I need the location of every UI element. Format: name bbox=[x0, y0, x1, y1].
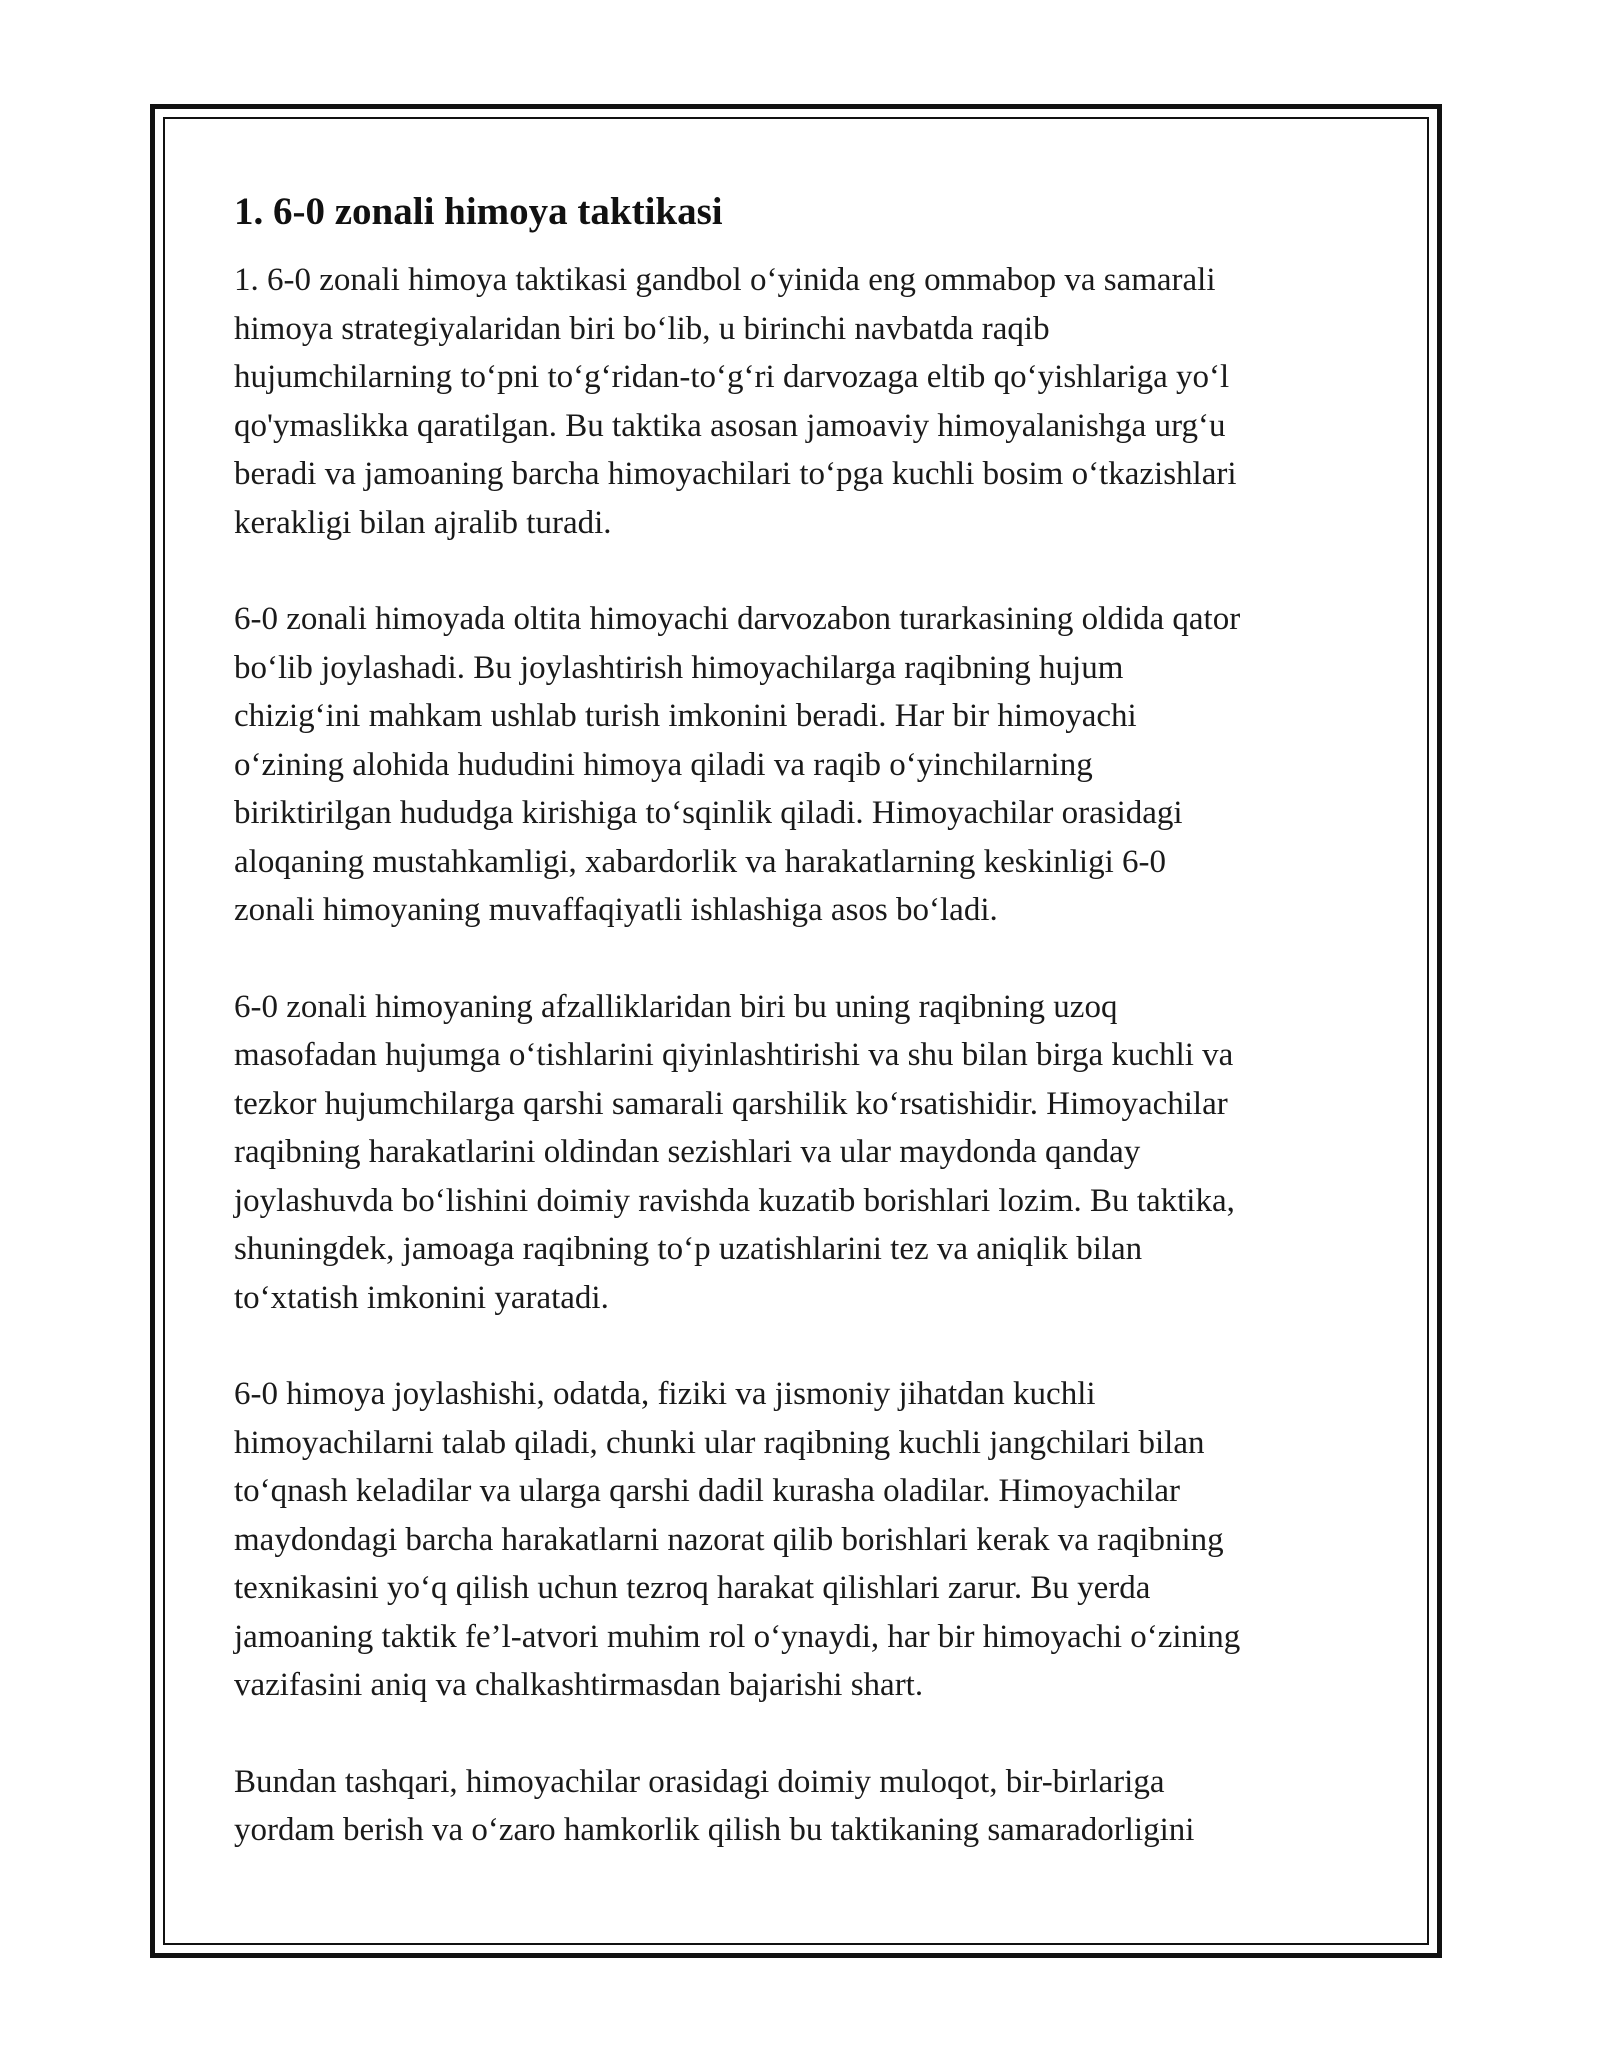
paragraph-4: 6-0 himoya joylashishi, odatda, fiziki va jismoniy jihatdan kuchli himoyachilarni talab qiladi, chunki ular raqibning kuchli jangchilari bilan to‘qnash keladilar va ularga qarshi dadil kurasha oladilar. Himoyachilar maydondagi barcha harakatlarni nazorat qilib borishlari kerak va raqibning texnikasini yo‘q qilish uchun tezroq harakat qilishlari zarur. Bu yerda jamoaning taktik fe’l-atvori muhim rol o‘ynaydi, har bir himoyachi o‘zining vazifasini aniq va chalkashtirmasdan bajarishi shart. bbox=[234, 1376, 1241, 1703]
paragraph-5: Bundan tashqari, himoyachilar orasidagi doimiy muloqot, bir-birlariga yordam berish va o‘zaro hamkorlik qilish bu taktikaning samaradorligini bbox=[234, 1763, 1195, 1848]
paragraph-2: 6-0 zonali himoyada oltita himoyachi darvozabon turarkasining oldida qator bo‘lib joylashadi. Bu joylashtirish himoyachilarga raqibning hujum chizig‘ini mahkam ushlab turish imkonini beradi. Har bir himoyachi o‘zining alohida hududini himoya qiladi va raqib o‘yinchilarning biriktirilgan hududga kirishiga to‘sqinlik qiladi. Himoyachilar orasidagi aloqaning mustahkamligi, xabardorlik va harakatlarning keskinligi 6-0 zonali himoyaning muvaffaqiyatli ishlashiga asos bo‘ladi. bbox=[234, 601, 1241, 928]
paragraph-3: 6-0 zonali himoyaning afzalliklaridan biri bu uning raqibning uzoq masofadan hujumga o‘tishlarini qiyinlashtirishi va shu bilan birga kuchli va tezkor hujumchilarga qarshi samarali qarshilik ko‘rsatishidir. Himoyachilar raqibning harakatlarini oldindan sezishlari va ular maydonda qanday joylashuvda bo‘lishini doimiy ravishda kuzatib borishlari lozim. Bu taktika, shuningdek, jamoaga raqibning to‘p uzatishlarini tez va aniqlik bilan to‘xtatish imkonini yaratadi. bbox=[234, 988, 1235, 1316]
section-heading: 1. 6-0 zonali himoya taktikasi bbox=[234, 190, 723, 233]
paragraph-1: 1. 6-0 zonali himoya taktikasi gandbol o‘yinida eng ommabop va samarali himoya strategiyalaridan biri bo‘lib, u birinchi navbatda raqib hujumchilarning to‘pni to‘g‘ridan-to‘g‘ri darvozaga eltib qo‘yishlariga yo‘l qo'ymaslikka qaratilgan. Bu taktika asosan jamoaviy himoyalanishga urg‘u beradi va jamoaning barcha himoyachilari to‘pga kuchli bosim o‘tkazishlari kerakligi bilan ajralib turadi. bbox=[234, 262, 1237, 541]
document-body bbox=[234, 186, 1374, 1903]
